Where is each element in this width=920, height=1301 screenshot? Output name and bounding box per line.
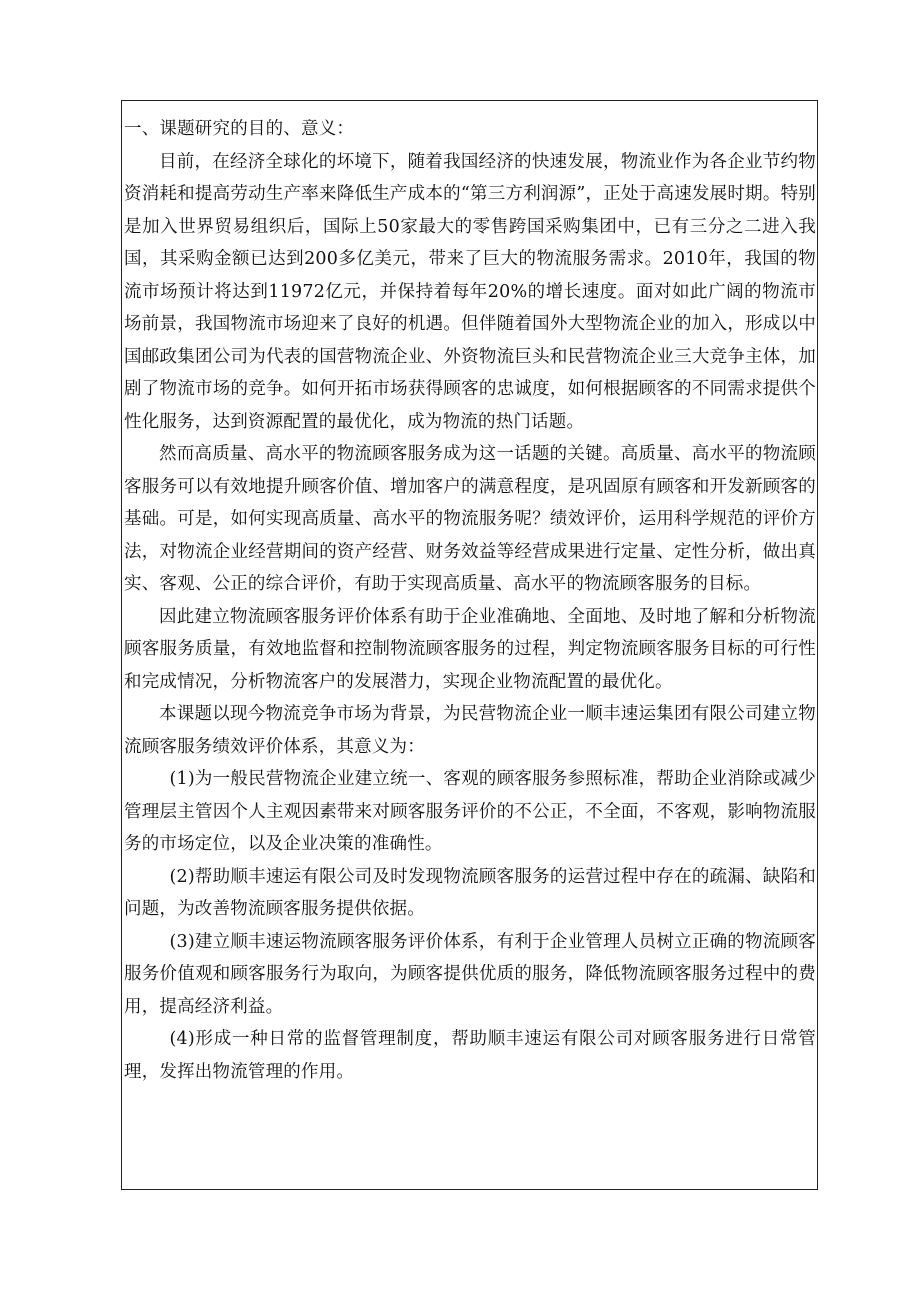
paragraph-key-issue: 然而高质量、高水平的物流顾客服务成为这一话题的关键。高质量、高水平的物流顾客服务可以有效地提升顾客价值、增加客户的满意程度，是巩固原有顾客和开发新顾客的基础。可是，如何实现高质量、高水平的物流服务呢？绩效评价，运用科学规范的评价方法，对物流企业经营期间的资产经营、财务效益等经营成果进行定量、定性分析，做出真实、客观、公正的综合评价，有助于实现高质量、高水平的物流顾客服务的目标。 <box>124 444 816 594</box>
section-heading: 一、课题研究的目的、意义： <box>124 119 355 139</box>
paragraph-significance-intro: 本课题以现今物流竞争市场为背景，为民营物流企业一顺丰速运集团有限公司建立物流顾客服务绩效评价体系，其意义为： <box>124 704 816 757</box>
significance-item-3: (3)建立顺丰速运物流顾客服务评价体系，有利于企业管理人员树立正确的物流顾客服务价值观和顾客服务行为取向，为顾客提供优质的服务，降低物流顾客服务过程中的费用，提高经济利益。 <box>124 931 816 1017</box>
significance-item-1: (1)为一般民营物流企业建立统一、客观的顾客服务参照标准，帮助企业消除或减少管理层主管因个人主观因素带来对顾客服务评价的不公正，不全面，不客观，影响物流服务的市场定位，以及企业决策的准确性。 <box>124 769 816 854</box>
significance-item-2: (2)帮助顺丰速运有限公司及时发现物流顾客服务的运营过程中存在的疏漏、缺陷和问题，为改善物流顾客服务提供依据。 <box>124 866 816 919</box>
paragraph-evaluation-system: 因此建立物流顾客服务评价体系有助于企业准确地、全面地、及时地了解和分析物流顾客服务质量，有效地监督和控制物流顾客服务的过程，判定物流顾客服务目标的可行性和完成情况，分析物流客户的发展潜力，实现企业物流配置的最优化。 <box>124 606 816 692</box>
significance-item-4: (4)形成一种日常的监督管理制度，帮助顺丰速运有限公司对顾客服务进行日常管理，发挥出物流管理的作用。 <box>124 1029 816 1082</box>
paragraph-background: 目前，在经济全球化的坏境下，随着我国经济的快速发展，物流业作为各企业节约物资消耗和提高劳动生产率来降低生产成本的“第三方利润源”，正处于高速发展时期。特别是加入世界贸易组织后，国际上50家最大的零售跨国采购集团中，已有三分之二进入我国，其采购金额已达到200多亿美元，带来了巨大的物流服务需求。2010年，我国的物流市场预计将达到11972亿元，并保持着每年20%的增长速度。面对如此广阔的物流市场前景，我国物流市场迎来了良好的机遇。但伴随着国外大型物流企业的加入，形成以中国邮政集团公司为代表的国营物流企业、外资物流巨头和民营物流企业三大竞争主体，加剧了物流市场的竞争。如何开拓市场获得顾客的忠诚度，如何根据顾客的不同需求提供个性化服务，达到资源配置的最优化，成为物流的热门话题。 <box>124 151 816 432</box>
document-body <box>121 113 818 1088</box>
